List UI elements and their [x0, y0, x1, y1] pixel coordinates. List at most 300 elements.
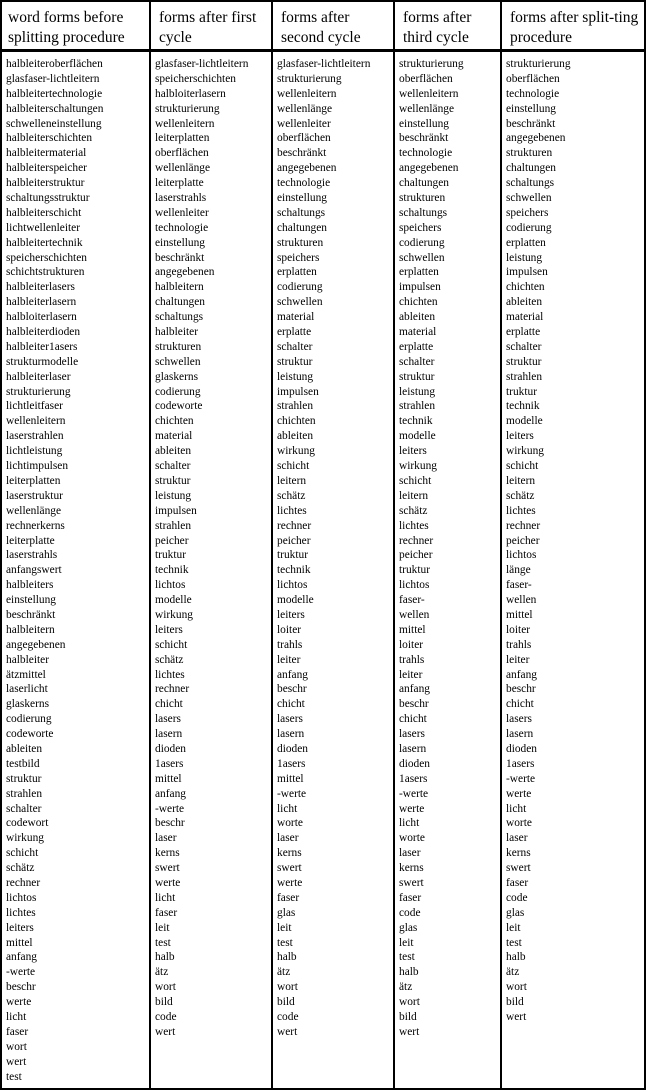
table-cell: werte [6, 996, 32, 1009]
table-cell: -werte [277, 787, 307, 800]
table-cell: modelle [155, 594, 192, 607]
table-cell: codeworte [155, 400, 203, 413]
table-cell: technologie [506, 87, 560, 100]
table-cell: halbleitern [155, 281, 204, 294]
table-cell: beschränkt [6, 608, 56, 621]
table-cell: halb [399, 966, 419, 979]
table-cell: strukturierung [506, 58, 571, 70]
table-cell: wirkung [506, 445, 544, 458]
table-cell: einstellung [6, 594, 56, 607]
table-cell: technologie [277, 177, 331, 190]
table-cell: worte [506, 817, 532, 830]
table-cell: lichtes [6, 906, 36, 919]
table-cell: faser [6, 1025, 29, 1038]
table-cell: ableiten [155, 445, 192, 458]
table-cell: material [277, 311, 315, 324]
column-header: forms after first cycle [151, 2, 271, 52]
column-header: word forms before splitting procedure [2, 2, 149, 52]
table-cell: wellen [506, 594, 537, 607]
column-cells [151, 52, 271, 1040]
table-cell: lasern [399, 742, 427, 755]
table-cell: werte [506, 787, 532, 800]
table-cell: strahlen [155, 519, 192, 532]
table-cell: schätz [155, 653, 184, 666]
table-cell: glaskerns [6, 698, 50, 711]
table-cell: angegebenen [277, 162, 337, 175]
table-cell: strukturierung [399, 58, 464, 70]
table-cell: leiterplatte [6, 534, 55, 547]
table-cell: technik [277, 564, 311, 577]
table-cell: laserstruktur [6, 489, 63, 502]
table-cell: wort [6, 1040, 27, 1053]
table-cell: 1asers [506, 757, 535, 770]
table-cell: halbleitermaterial [6, 147, 87, 160]
table-cell: schaltungs [399, 206, 448, 219]
table-cell: anfang [155, 787, 186, 800]
table-cell: 1asers [399, 772, 428, 785]
table-cell: halbleiterspeicher [6, 162, 87, 175]
table-cell: impulsen [399, 281, 441, 294]
table-cell: ätz [399, 981, 413, 994]
table-cell: beschränkt [506, 117, 556, 130]
column-cells [273, 52, 393, 1040]
table-cell: 1asers [155, 757, 184, 770]
table-cell: truktur [506, 385, 538, 398]
table-cell: lichtes [277, 504, 307, 517]
table-cell: faser [506, 876, 529, 889]
table-cell: laserstrahlen [6, 430, 64, 443]
table-cell: loiter [399, 638, 424, 651]
column-before-splitting [2, 2, 149, 1088]
table-cell: beschränkt [277, 147, 327, 160]
table-cell: angegebenen [155, 266, 215, 279]
table-cell: chaltungen [399, 177, 449, 190]
table-cell: lasers [277, 713, 303, 726]
table-cell: bild [506, 996, 524, 1009]
table-cell: leistung [506, 251, 543, 264]
table-cell: leit [155, 921, 170, 934]
table-cell: technologie [155, 221, 209, 234]
table-cell: chicht [277, 698, 305, 711]
table-cell: strukturen [506, 147, 553, 160]
table-cell: rechner [155, 683, 190, 696]
table-cell: ätz [506, 966, 520, 979]
table-cell: anfang [277, 668, 308, 681]
table-cell: rechnerkerns [6, 519, 65, 532]
table-cell: beschr [506, 683, 536, 696]
table-cell: angegebenen [399, 162, 459, 175]
table-cell: halbleiterlaser [6, 370, 71, 383]
table-cell: einstellung [277, 192, 327, 205]
table-cell: leitern [399, 489, 429, 502]
table-cell: faser [155, 906, 178, 919]
table-cell: schaltungs [155, 311, 204, 324]
table-cell: wellenleitern [277, 87, 337, 100]
table-cell: schalter [506, 340, 542, 353]
table-cell: lichtos [399, 579, 430, 592]
table-cell: anfang [506, 668, 537, 681]
table-cell: ableiten [6, 742, 43, 755]
table-cell: code [399, 906, 421, 919]
table-cell: beschr [399, 698, 429, 711]
table-cell: schalter [6, 802, 42, 815]
table-cell: schwellen [277, 296, 323, 309]
table-cell: lichtes [399, 519, 429, 532]
table-cell: licht [277, 802, 298, 815]
table-cell: anfangswert [6, 564, 62, 577]
table-cell: halbleiteroberflächen [6, 58, 103, 70]
table-cell: lichtimpulsen [6, 460, 69, 473]
table-cell: trahls [506, 638, 532, 651]
table-cell: halb [506, 951, 526, 964]
table-cell: ätz [277, 966, 291, 979]
table-cell: leiterplatte [155, 177, 204, 190]
table-cell: schicht [399, 474, 432, 487]
table-cell: material [506, 311, 544, 324]
table-cell: wellenleiter [277, 117, 331, 130]
table-cell: rechner [6, 876, 41, 889]
table-cell: lasern [277, 728, 305, 741]
table-cell: faser [399, 891, 422, 904]
table-cell: -werte [399, 787, 429, 800]
table-cell: chichten [506, 281, 545, 294]
table-cell: impulsen [277, 385, 319, 398]
table-cell: lichtleitfaser [6, 400, 63, 413]
table-cell: faser- [399, 594, 425, 607]
table-cell: testbild [6, 757, 40, 770]
table-cell: strukturen [399, 192, 446, 205]
table-cell: leitern [277, 474, 307, 487]
table-cell: chicht [155, 698, 183, 711]
table-cell: speichers [399, 221, 442, 234]
table-cell: strahlen [277, 400, 314, 413]
table-cell: technik [506, 400, 540, 413]
table-cell: oberflächen [277, 132, 331, 145]
table-cell: halbleiter [155, 326, 199, 339]
table-cell: leiters [277, 608, 305, 621]
table-cell: oberflächen [399, 72, 453, 85]
table-cell: lasers [506, 713, 532, 726]
column-cells [395, 52, 500, 1040]
table-cell: bild [277, 996, 295, 1009]
table-cell: leiter [506, 653, 530, 666]
table-cell: laser [155, 832, 177, 845]
table-cell: halbleiter1asers [6, 340, 78, 353]
table-cell: halbleiterlasers [6, 281, 75, 294]
table-cell: ätzmittel [6, 668, 46, 681]
table-cell: beschr [277, 683, 307, 696]
table-cell: wellenleitern [399, 87, 459, 100]
table-cell: kerns [506, 847, 531, 860]
table-cell: mittel [506, 608, 533, 621]
table-cell: beschränkt [399, 132, 449, 145]
table-cell: struktur [506, 355, 542, 368]
table-cell: licht [506, 802, 527, 815]
table-cell: peicher [399, 549, 433, 562]
table-cell: wirkung [277, 445, 315, 458]
table-cell: lichtes [506, 504, 536, 517]
table-cell: struktur [399, 370, 435, 383]
table-cell: -werte [6, 966, 36, 979]
table-cell: erplatte [399, 340, 434, 353]
table-cell: codierung [506, 221, 552, 234]
table-cell: leistung [399, 385, 436, 398]
table-cell: schaltungsstruktur [6, 192, 90, 205]
table-cell: wert [277, 1025, 298, 1038]
table-cell: rechner [277, 519, 312, 532]
table-cell: lichtos [277, 579, 308, 592]
table-cell: ätz [155, 966, 169, 979]
table-cell: trahls [399, 653, 425, 666]
table-cell: ableiten [277, 430, 314, 443]
table-cell: anfang [399, 683, 430, 696]
table-cell: glasfaser-lichtleitern [277, 58, 371, 70]
table-cell: codierung [155, 385, 201, 398]
table-cell: halbleitern [6, 623, 55, 636]
table-cell: mittel [155, 772, 182, 785]
table-cell: schichtstrukturen [6, 266, 85, 279]
table-cell: lasern [155, 728, 183, 741]
table-cell: wellen [399, 608, 430, 621]
table-cell: glas [277, 906, 296, 919]
table-cell: swert [506, 862, 531, 875]
table-cell: speichers [506, 206, 549, 219]
table-cell: material [399, 326, 437, 339]
table-cell: bild [399, 1011, 417, 1023]
table-cell: modelle [506, 415, 543, 428]
table-cell: wert [155, 1025, 176, 1038]
table-cell: chichten [399, 296, 438, 309]
table-cell: beschränkt [155, 251, 205, 264]
table-cell: leiterplatten [6, 474, 61, 487]
table-cell: leiters [6, 921, 34, 934]
table-cell: speicherschichten [155, 72, 236, 85]
table-cell: schalter [277, 340, 313, 353]
table-cell: oberflächen [155, 147, 209, 160]
table-cell: faser [277, 891, 300, 904]
table-cell: struktur [277, 355, 313, 368]
table-cell: schwellen [506, 192, 552, 205]
table-cell: laserlicht [6, 683, 48, 696]
table-cell: halb [277, 951, 297, 964]
table-cell: peicher [277, 534, 311, 547]
table-cell: halbloiterlasern [155, 87, 226, 100]
table-cell: kerns [155, 847, 180, 860]
table-cell: leiter [277, 653, 301, 666]
table-cell: schicht [155, 638, 188, 651]
table-cell: wert [506, 1011, 527, 1023]
table-cell: rechner [506, 519, 541, 532]
table-cell: wort [155, 981, 176, 994]
table-cell: wellenlänge [6, 504, 62, 517]
table-cell: peicher [506, 534, 540, 547]
table-cell: lichtwellenleiter [6, 221, 81, 234]
table-cell: swert [399, 876, 424, 889]
table-cell: chichten [277, 415, 316, 428]
table-cell: test [506, 936, 522, 949]
table-cell: test [155, 936, 171, 949]
table-cell: schwelleneinstellung [6, 117, 102, 130]
table-cell: strukturmodelle [6, 355, 79, 368]
table-cell: lichtos [506, 549, 537, 562]
table-cell: einstellung [399, 117, 449, 130]
table-cell: technologie [399, 147, 453, 160]
table-cell: speichers [277, 251, 320, 264]
table-cell: strukturierung [277, 72, 342, 85]
column-after-third-cycle [393, 2, 500, 1088]
table-cell: schicht [6, 847, 39, 860]
table-cell: erplatten [277, 266, 317, 279]
table-cell: chicht [399, 713, 427, 726]
table-cell: struktur [155, 474, 191, 487]
table-cell: schalter [399, 355, 435, 368]
column-header: forms after split-ting procedure [502, 2, 644, 52]
table-cell: wirkung [399, 460, 437, 473]
table-cell: licht [6, 1011, 27, 1023]
table-cell: code [277, 1011, 299, 1023]
table-cell: technik [155, 564, 189, 577]
table-cell: lasers [155, 713, 181, 726]
table-cell: glas [399, 921, 418, 934]
table-cell: chaltungen [277, 221, 327, 234]
table-cell: codeworte [6, 728, 54, 741]
table-cell: dioden [399, 757, 431, 770]
table-cell: schaltungs [277, 206, 326, 219]
table-cell: strahlen [506, 370, 543, 383]
table-cell: loiter [277, 623, 302, 636]
table-cell: halbleiterlasern [6, 296, 77, 309]
table-cell: leiters [155, 623, 183, 636]
table-cell: lichtleistung [6, 445, 63, 458]
table-cell: lasern [506, 728, 534, 741]
table-cell: mittel [6, 936, 33, 949]
table-cell: erplatte [506, 326, 541, 339]
column-header: forms after third cycle [395, 2, 500, 52]
table-cell: erplatten [399, 266, 439, 279]
table-cell: halbleiter [6, 653, 50, 666]
table-cell: lichtos [6, 891, 37, 904]
table-cell: test [399, 951, 415, 964]
table-cell: wellenleitern [6, 415, 66, 428]
table-cell: wellenlänge [277, 102, 333, 115]
table-cell: bild [155, 996, 173, 1009]
table-cell: licht [399, 817, 420, 830]
table-cell: glasfaser-lichtleitern [155, 58, 249, 70]
table-cell: chaltungen [155, 296, 205, 309]
table-cell: schaltungs [506, 177, 555, 190]
table-cell: chichten [155, 415, 194, 428]
table-cell: länge [506, 564, 531, 577]
table-cell: dioden [506, 742, 538, 755]
table-cell: truktur [399, 564, 431, 577]
column-cells [2, 52, 149, 1084]
table-cell: technik [399, 415, 433, 428]
table-cell: leiters [399, 445, 427, 458]
table-cell: peicher [155, 534, 189, 547]
table-cell: code [506, 891, 528, 904]
table-cell: swert [155, 862, 180, 875]
table-cell: halbleiters [6, 579, 54, 592]
table-cell: dioden [277, 742, 309, 755]
table-cell: chaltungen [506, 162, 556, 175]
table-cell: schicht [277, 460, 310, 473]
table-cell: laser [399, 847, 421, 860]
table-cell: halbleiterdioden [6, 326, 81, 339]
table-cell: leiterplatten [155, 132, 210, 145]
table-cell: halb [155, 951, 175, 964]
table-cell: wellenlänge [155, 162, 211, 175]
table-cell: schätz [277, 489, 306, 502]
table-cell: strukturen [277, 236, 324, 249]
table-cell: impulsen [155, 504, 197, 517]
table-cell: lasers [399, 728, 425, 741]
table-cell: laser [506, 832, 528, 845]
table-cell: loiter [506, 623, 531, 636]
table-cell: struktur [6, 772, 42, 785]
table-cell: beschr [6, 981, 36, 994]
table-cell: impulsen [506, 266, 548, 279]
table-cell: codewort [6, 817, 49, 830]
table-cell: faser- [506, 579, 532, 592]
table-cell: schalter [155, 460, 191, 473]
table-cell: schwellen [155, 355, 201, 368]
table-cell: laser [277, 832, 299, 845]
table-cell: wirkung [155, 608, 193, 621]
column-after-first-cycle [149, 2, 271, 1088]
table-cell: halbleiterstruktur [6, 177, 85, 190]
table-cell: halbleiterschichten [6, 132, 93, 145]
table-cell: mittel [277, 772, 304, 785]
table-cell: worte [277, 817, 303, 830]
table-cell: wort [277, 981, 298, 994]
table-cell: -werte [506, 772, 536, 785]
table-cell: leistung [155, 489, 192, 502]
table-cell: erplatte [277, 326, 312, 339]
table-cell: wert [6, 1055, 27, 1068]
table-cell: codierung [399, 236, 445, 249]
table-cell: lichtes [155, 668, 185, 681]
table-cell: modelle [277, 594, 314, 607]
column-after-second-cycle [271, 2, 393, 1088]
table-cell: speicherschichten [6, 251, 87, 264]
table-cell: 1asers [277, 757, 306, 770]
table-cell: beschr [155, 817, 185, 830]
table-cell: kerns [277, 847, 302, 860]
table-cell: leit [506, 921, 521, 934]
table-cell: leiter [399, 668, 423, 681]
table-cell: trahls [277, 638, 303, 651]
table-cell: codierung [6, 713, 52, 726]
table-cell: code [155, 1011, 177, 1023]
table-cell: material [155, 430, 193, 443]
table-cell: einstellung [506, 102, 556, 115]
column-header: forms after second cycle [273, 2, 393, 52]
table-cell: schwellen [399, 251, 445, 264]
table-cell: glasfaser-lichtleitern [6, 72, 100, 85]
table-cell: halbleiterschaltungen [6, 102, 104, 115]
table-cell: glas [506, 906, 525, 919]
table-cell: anfang [6, 951, 37, 964]
table-cell: schätz [399, 504, 428, 517]
table-cell: strahlen [399, 400, 436, 413]
table-cell: wort [399, 996, 420, 1009]
table-cell: test [277, 936, 293, 949]
table-cell: erplatten [506, 236, 546, 249]
table-cell: wort [506, 981, 527, 994]
table-cell: wellenlänge [399, 102, 455, 115]
table-cell: schätz [6, 862, 35, 875]
table-cell: werte [399, 802, 425, 815]
